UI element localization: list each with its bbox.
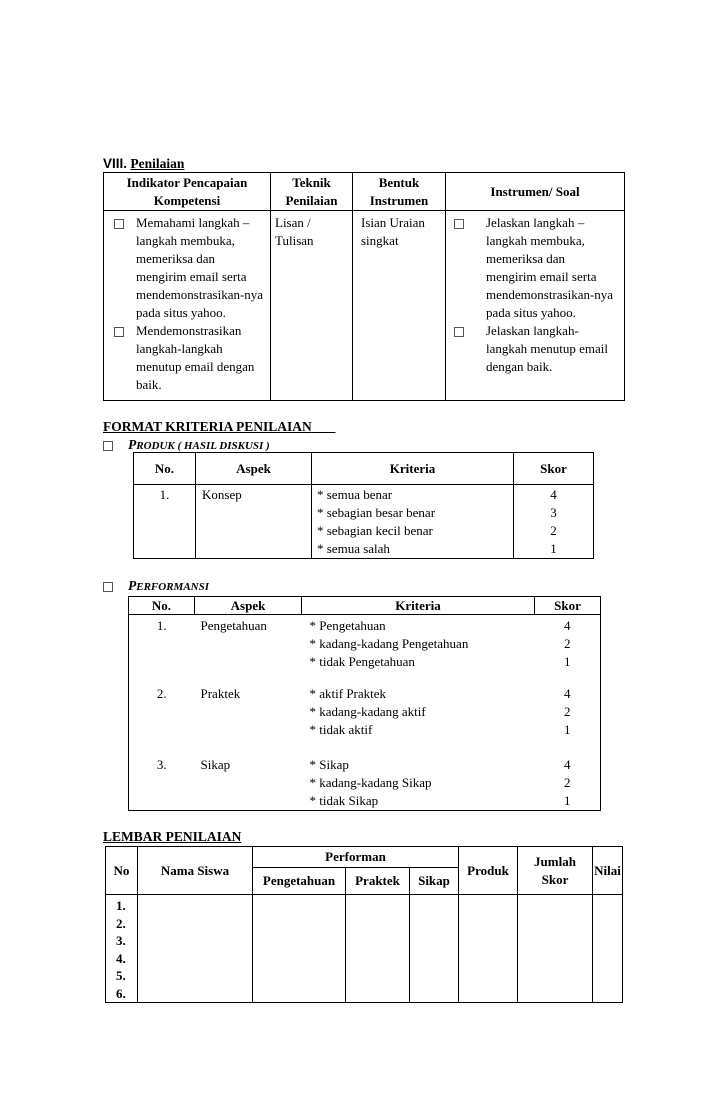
produk-skor: 4 3 2 1 <box>514 485 594 559</box>
lembar-cell-praktek <box>346 895 410 1003</box>
bullet-icon <box>114 327 124 337</box>
format-title: FORMAT KRITERIA PENILAIAN <box>103 419 312 434</box>
lembar-header-no: No <box>106 847 138 895</box>
indikator-item: Mendemonstrasikan langkah-langkah menutup email dengan baik. <box>104 322 266 394</box>
lembar-header-jumlah: Jumlah Skor <box>518 847 593 895</box>
lembar-cell-nilai <box>593 895 623 1003</box>
lembar-title: LEMBAR PENILAIAN <box>103 829 242 844</box>
header-indikator: Indikator Pencapaian Kompetensi <box>104 173 271 211</box>
header-soal: Instrumen/ Soal <box>446 173 625 211</box>
produk-table <box>133 452 594 559</box>
penilaian-table <box>103 172 625 401</box>
lembar-header-sikap: Sikap <box>410 868 459 895</box>
lembar-header-pengetahuan: Pengetahuan <box>253 868 346 895</box>
lembar-header-praktek: Praktek <box>346 868 410 895</box>
lembar-cell-produk <box>459 895 518 1003</box>
produk-header-kriteria: Kriteria <box>312 453 514 485</box>
teknik-cell: Lisan / Tulisan <box>271 211 353 401</box>
perf-skor-col: 4 2 1 4 2 1 4 2 1 <box>535 615 601 811</box>
bentuk-cell: Isian Uraian singkat <box>353 211 446 401</box>
lembar-header-nama: Nama Siswa <box>138 847 253 895</box>
produk-header-skor: Skor <box>514 453 594 485</box>
lembar-cell-jumlah <box>518 895 593 1003</box>
produk-header-aspek: Aspek <box>196 453 312 485</box>
section-number: VIII. <box>103 156 128 171</box>
header-teknik: Teknik Penilaian <box>271 173 353 211</box>
perf-kriteria-col: * Pengetahuan * kadang-kadang Pengetahuan * tidak Pengetahuan * aktif Praktek * kadang-kadang aktif * tidak aktif * Sikap * kadang-kadang Sikap * tidak Sikap <box>302 615 535 811</box>
perf-header-no: No. <box>129 597 195 615</box>
lembar-numbers: 1. 2. 3. 4. 5. 6. <box>106 895 138 1003</box>
lembar-header-nilai: Nilai <box>593 847 623 895</box>
bullet-icon <box>103 582 113 592</box>
soal-item: Jelaskan langkah-langkah menutup email dengan baik. <box>446 322 618 376</box>
indikator-item: Memahami langkah – langkah membuka, memeriksa dan mengirim email serta mendemonstrasikan-nya pada situs yahoo. <box>104 214 266 322</box>
produk-aspek: Konsep <box>196 485 312 559</box>
lembar-table <box>105 846 623 1003</box>
perf-header-aspek: Aspek <box>195 597 302 615</box>
bullet-icon <box>103 441 113 451</box>
lembar-header-produk: Produk <box>459 847 518 895</box>
perf-no-col: 1. 2. 3. <box>129 615 195 811</box>
bullet-icon <box>454 219 464 229</box>
produk-kriteria: * semua benar * sebagian besar benar * sebagian kecil benar * semua salah <box>312 485 514 559</box>
indikator-cell <box>104 211 271 401</box>
performansi-table <box>128 596 601 811</box>
section-title: Penilaian <box>130 156 185 171</box>
lembar-cell-nama <box>138 895 253 1003</box>
lembar-header-performan: Performan <box>253 847 459 868</box>
perf-aspek-col: Pengetahuan Praktek Sikap <box>195 615 302 811</box>
bullet-icon <box>454 327 464 337</box>
soal-cell <box>446 211 625 401</box>
perf-header-skor: Skor <box>535 597 601 615</box>
lembar-cell-sikap <box>410 895 459 1003</box>
section-heading <box>103 156 184 172</box>
produk-no: 1. <box>134 485 196 559</box>
soal-item: Jelaskan langkah – langkah membuka, memeriksa dan mengirim email serta mendemonstrasikan-nya pada situs yahoo. <box>446 214 618 322</box>
bullet-icon <box>114 219 124 229</box>
perf-header-kriteria: Kriteria <box>302 597 535 615</box>
lembar-cell-pengetahuan <box>253 895 346 1003</box>
produk-header-no: No. <box>134 453 196 485</box>
header-bentuk: Bentuk Instrumen <box>353 173 446 211</box>
